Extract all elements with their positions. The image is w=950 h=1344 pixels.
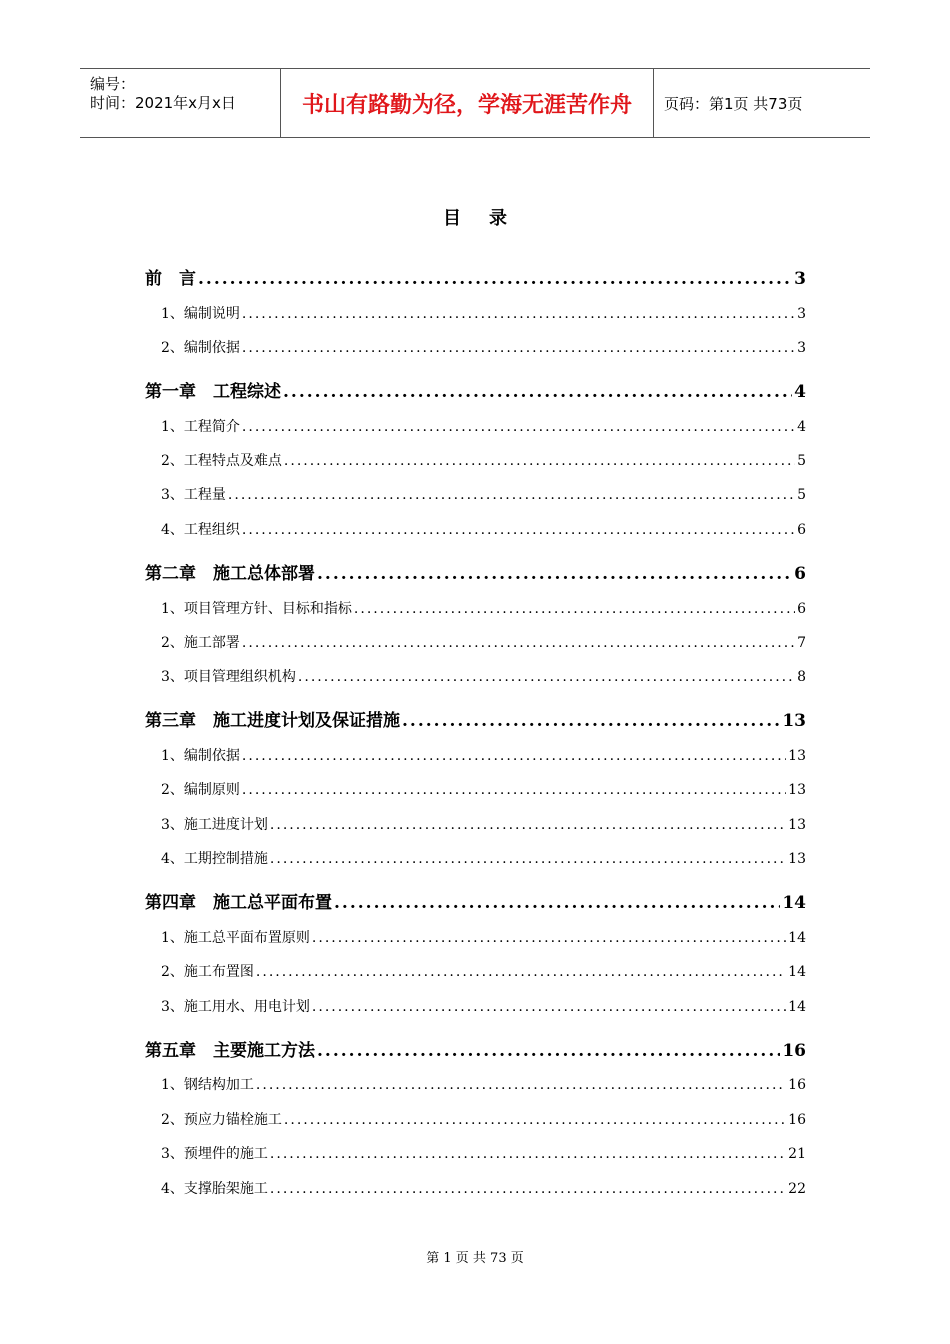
- toc-leader-dots: [242, 782, 786, 798]
- toc-section-entry[interactable]: [145, 416, 806, 436]
- toc-leader-dots: [334, 893, 780, 913]
- toc-entry-title: 1、工程简介: [161, 419, 240, 435]
- toc-leader-dots: [317, 1041, 780, 1061]
- toc-section-entry[interactable]: [145, 632, 806, 652]
- toc-leader-dots: [270, 851, 786, 867]
- toc-section-entry[interactable]: [145, 666, 806, 686]
- toc-page-number: 6: [797, 522, 806, 538]
- toc-leader-dots: [354, 601, 795, 617]
- toc-leader-dots: [242, 340, 795, 356]
- toc-page-number: 14: [788, 999, 806, 1015]
- toc-chapter-entry[interactable]: [145, 559, 806, 584]
- toc-page-number: 16: [788, 1112, 806, 1128]
- toc-leader-dots: [256, 964, 786, 980]
- toc-section-entry[interactable]: [145, 961, 806, 981]
- toc-section-entry[interactable]: [145, 745, 806, 765]
- toc-entry-title: 4、支撑胎架施工: [161, 1181, 268, 1197]
- toc-leader-dots: [256, 1077, 786, 1093]
- toc-page-number: 13: [788, 817, 806, 833]
- toc-page-number: 14: [788, 964, 806, 980]
- toc-entry-title: 2、编制原则: [161, 782, 240, 798]
- toc-page-number: 7: [797, 635, 806, 651]
- toc-section-entry[interactable]: [145, 1109, 806, 1129]
- toc-leader-dots: [228, 487, 795, 503]
- toc-section-entry[interactable]: [145, 519, 806, 539]
- toc-page-number: 13: [788, 851, 806, 867]
- toc-leader-dots: [242, 419, 795, 435]
- toc-entry-title: 2、工程特点及难点: [161, 453, 282, 469]
- toc-entry-title: 3、项目管理组织机构: [161, 669, 296, 685]
- toc-leader-dots: [270, 817, 786, 833]
- header-motto-cell: [281, 69, 654, 137]
- toc-entry-title: 2、施工布置图: [161, 964, 254, 980]
- toc-page-number: 6: [794, 564, 806, 584]
- toc-leader-dots: [283, 382, 792, 402]
- toc-leader-dots: [312, 930, 786, 946]
- toc-entry-title: 3、预埋件的施工: [161, 1146, 268, 1162]
- toc-page-number: 22: [788, 1181, 806, 1197]
- toc-entry-title: 1、编制依据: [161, 748, 240, 764]
- time-label: 时间：2021年x月x日: [90, 94, 236, 112]
- toc-section-entry[interactable]: [145, 848, 806, 868]
- toc-section-entry[interactable]: [145, 927, 806, 947]
- toc-leader-dots: [402, 711, 780, 731]
- toc-leader-dots: [242, 306, 795, 322]
- toc-leader-dots: [284, 453, 795, 469]
- toc-page-number: 3: [797, 306, 806, 322]
- toc-leader-dots: [284, 1112, 786, 1128]
- toc-section-entry[interactable]: [145, 996, 806, 1016]
- toc-section-entry[interactable]: [145, 1074, 806, 1094]
- toc-entry-title: 2、编制依据: [161, 340, 240, 356]
- toc-title: 目录: [443, 208, 535, 229]
- toc-entry-title: 前 言: [145, 269, 196, 289]
- toc-leader-dots: [317, 564, 792, 584]
- toc-entry-title: 3、施工进度计划: [161, 817, 268, 833]
- toc-entry-title: 4、工程组织: [161, 522, 240, 538]
- toc-page-number: 21: [788, 1146, 806, 1162]
- toc-leader-dots: [242, 748, 786, 764]
- toc-page-number: 13: [782, 711, 806, 731]
- toc-section-entry[interactable]: [145, 598, 806, 618]
- toc-page-number: 13: [788, 782, 806, 798]
- header-table: [80, 68, 870, 138]
- toc-leader-dots: [298, 669, 795, 685]
- toc-entry-title: 第一章 工程综述: [145, 382, 281, 402]
- toc-page-number: 3: [794, 269, 806, 289]
- toc-section-entry[interactable]: [145, 1178, 806, 1198]
- toc-page-number: 14: [788, 930, 806, 946]
- toc-entry-title: 第五章 主要施工方法: [145, 1041, 315, 1061]
- toc-leader-dots: [242, 635, 795, 651]
- toc-page-number: 5: [797, 453, 806, 469]
- toc-page-number: 8: [797, 669, 806, 685]
- toc-entry-title: 2、预应力锚栓施工: [161, 1112, 282, 1128]
- page-footer: 第 1 页 共 73 页: [426, 1251, 524, 1266]
- toc-entry-title: 第四章 施工总平面布置: [145, 893, 332, 913]
- toc-entry-title: 2、施工部署: [161, 635, 240, 651]
- toc-leader-dots: [312, 999, 786, 1015]
- toc-section-entry[interactable]: [145, 1143, 806, 1163]
- toc-entry-title: 3、施工用水、用电计划: [161, 999, 310, 1015]
- toc-chapter-entry[interactable]: [145, 706, 806, 731]
- toc-page-number: 3: [797, 340, 806, 356]
- toc-page-number: 5: [797, 487, 806, 503]
- header-page-info: 页码：第1页 共73页: [664, 94, 803, 113]
- toc-page-number: 4: [797, 419, 806, 435]
- toc-section-entry[interactable]: [145, 303, 806, 323]
- toc-entry-title: 1、施工总平面布置原则: [161, 930, 310, 946]
- motto-text: 书山有路勤为径，学海无涯苦作舟: [301, 91, 632, 118]
- toc-entry-title: 第二章 施工总体部署: [145, 564, 315, 584]
- toc-chapter-entry[interactable]: [145, 264, 806, 289]
- toc-entry-title: 第三章 施工进度计划及保证措施: [145, 711, 400, 731]
- header-meta-cell: [80, 69, 281, 137]
- toc-section-entry[interactable]: [145, 484, 806, 504]
- toc-page-number: 13: [788, 748, 806, 764]
- toc-section-entry[interactable]: [145, 779, 806, 799]
- toc-leader-dots: [270, 1181, 786, 1197]
- number-label: 编号：: [90, 75, 136, 93]
- toc-page-number: 16: [782, 1041, 806, 1061]
- toc-leader-dots: [242, 522, 795, 538]
- toc-chapter-entry[interactable]: [145, 1036, 806, 1061]
- toc-entry-title: 3、工程量: [161, 487, 226, 503]
- toc-chapter-entry[interactable]: [145, 377, 806, 402]
- toc-page-number: 4: [794, 382, 806, 402]
- toc-section-entry[interactable]: [145, 450, 806, 470]
- toc-chapter-entry[interactable]: [145, 888, 806, 913]
- toc-page-number: 6: [797, 601, 806, 617]
- toc-entry-title: 1、钢结构加工: [161, 1077, 254, 1093]
- toc-section-entry[interactable]: [145, 814, 806, 834]
- toc-leader-dots: [270, 1146, 786, 1162]
- toc-page-number: 14: [782, 893, 806, 913]
- toc-page-number: 16: [788, 1077, 806, 1093]
- toc-entry-title: 1、项目管理方针、目标和指标: [161, 601, 352, 617]
- toc-entry-title: 1、编制说明: [161, 306, 240, 322]
- toc-entry-title: 4、工期控制措施: [161, 851, 268, 867]
- toc-leader-dots: [198, 269, 792, 289]
- toc-section-entry[interactable]: [145, 337, 806, 357]
